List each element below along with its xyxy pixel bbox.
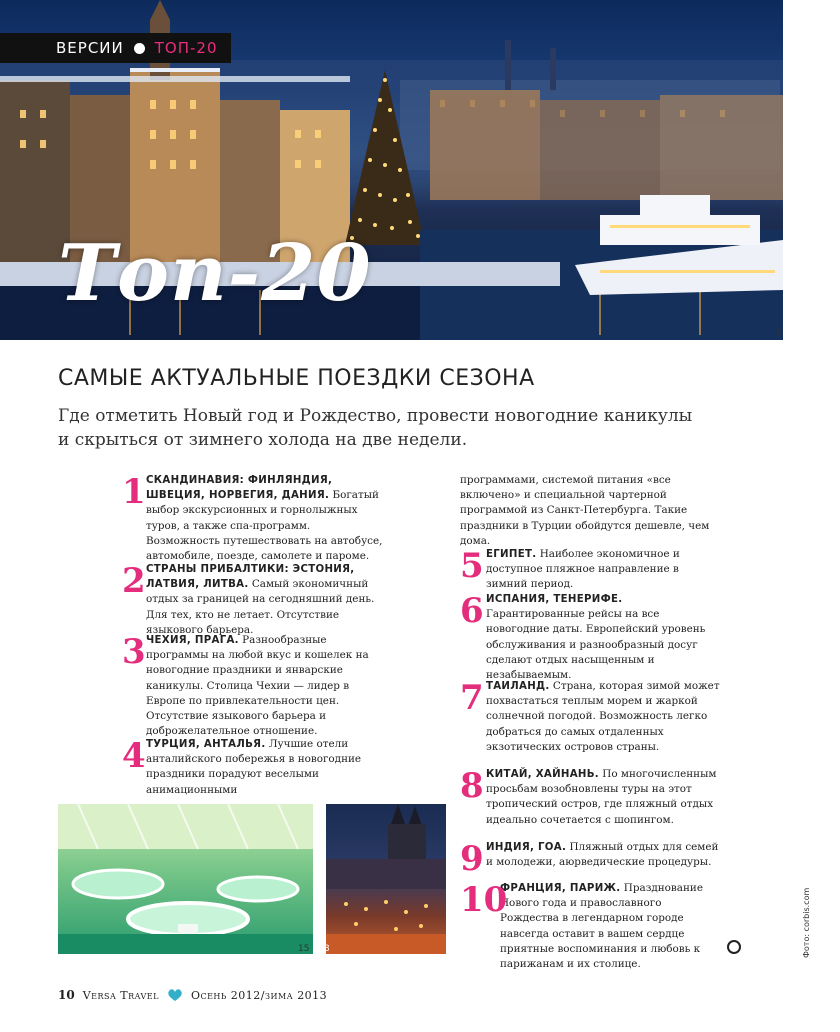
item-heading: СКАНДИНАВИЯ: ФИНЛЯНДИЯ, ШВЕЦИЯ, НОРВЕГИЯ, ДАНИЯ. [146,475,333,502]
hero-photo-number: 1 [776,328,782,338]
section-tag [0,33,231,63]
item-text: Самый экономичный отдых за границей на сегодняшний день. Для тех, кто не летает. Отсутствие языкового барьера. [146,578,375,636]
list-item [460,881,720,972]
list-item [460,592,720,683]
subhead-line-1: Где отметить Новый год и Рождество, провести новогодние каникулы [58,406,693,426]
heart-logo-icon [167,988,183,1002]
item-number: 2 [122,561,146,601]
hero-title: Топ-20 [58,228,372,319]
list-item [122,633,384,739]
page-headline: САМЫЕ АКТУАЛЬНЫЕ ПОЕЗДКИ СЕЗОНА [58,366,535,391]
item-text: Гарантированные рейсы на все новогодние даты. Европейский уровень обслуживания и разнообразный досуг сделают отдых насыщенным и незабываемым. [486,608,706,682]
item-text: Наиболее экономичное и доступное пляжное направление в зимний период. [486,548,680,591]
item-text: Пляжный отдых для семей и молодежи, аюрведические процедуры. [486,841,719,869]
spa-pool-photo [58,804,313,954]
section-label: ВЕРСИИ [56,39,124,57]
item-number: 1 [122,472,146,512]
list-item [122,562,384,638]
prague-illustration [326,804,446,954]
item-heading: ТУРЦИЯ, АНТАЛЬЯ. [146,739,266,750]
subhead-line-2: и скрыться от зимнего холода на две недели. [58,430,468,450]
item-number: 5 [460,546,484,586]
pool-photo-number: 15 [298,944,310,954]
item-number: 8 [460,766,484,806]
item-text: Страна, которая зимой может похвастаться теплым морем и жаркой солнечной погодой. Возможность легко добраться до самых отдаленных экзотических островов страны. [486,680,720,753]
photo-credit: Фото: corbis.com [802,887,811,958]
issue-date: Осень 2012/зима 2013 [190,988,328,1002]
list-item-continued [460,473,720,549]
item-text: Лучшие отели анталийского побережья в новогодние праздники порадуют веселыми анимационными [146,738,362,796]
item-number: 10 [460,880,508,920]
item-text: По многочисленным просьбам возобновлены туры на этот тропический остров, где пляжный отдых идеально сочетается с шопингом. [486,768,717,826]
item-heading: СТРАНЫ ПРИБАЛТИКИ: ЭСТОНИЯ, ЛАТВИЯ, ЛИТВА. [146,564,355,591]
item-text: Празднование Нового года и православного Рождества в легендарном городе навсегда оставит в вашем сердце приятные воспоминания и любовь к парижанам и их столице. [500,882,703,971]
item-number: 7 [460,678,484,718]
item-heading: ЕГИПЕТ. [486,549,537,560]
item-text: Разнообразные программы на любой вкус и кошелек на новогодние праздники и январские каникулы. Столица Чехии — лидер в Европе по привлекательности цен. Отсутствие языкового барьера и доброжелательное отношение. [146,634,369,738]
section-sub: ТОП-20 [154,39,218,57]
end-mark-icon [727,940,741,954]
page-number: 10 [58,988,75,1002]
item-number: 6 [460,591,484,631]
item-number: 9 [460,839,484,879]
item-text: Богатый выбор экскурсионных и горнолыжных туров, а также спа-программ. Возможность путешествовать на автобусе, автомобиле, поезде, самолете и пароме. [146,489,383,563]
magazine-brand: Versa Travel [82,988,159,1002]
item-heading: ИНДИЯ, ГОА. [486,842,567,853]
prague-photo [326,804,446,954]
item-text: программами, системой питания «все включено» и специальной чартерной программой из Санкт-Петербурга. Такие праздники в Турции обойдутся дешевле, чем дома. [460,474,710,547]
item-number: 4 [122,736,146,776]
item-heading: ТАИЛАНД. [486,681,550,692]
item-number: 3 [122,632,146,672]
item-heading: ИСПАНИЯ, ТЕНЕРИФЕ. [486,594,623,605]
list-item [460,767,720,828]
item-heading: КИТАЙ, ХАЙНАНЬ. [486,769,599,780]
list-item [460,679,720,755]
page-footer [58,988,327,1002]
list-item [122,737,384,798]
page-subheadline [58,404,758,452]
spa-pool-illustration [58,804,313,954]
list-item [122,473,384,564]
prague-photo-number: 3 [324,944,330,954]
item-heading: ЧЕХИЯ, ПРАГА. [146,635,239,646]
item-heading: ФРАНЦИЯ, ПАРИЖ. [500,883,621,894]
list-item [460,839,720,879]
list-item [460,547,720,593]
bullet-dot-icon [134,43,145,54]
